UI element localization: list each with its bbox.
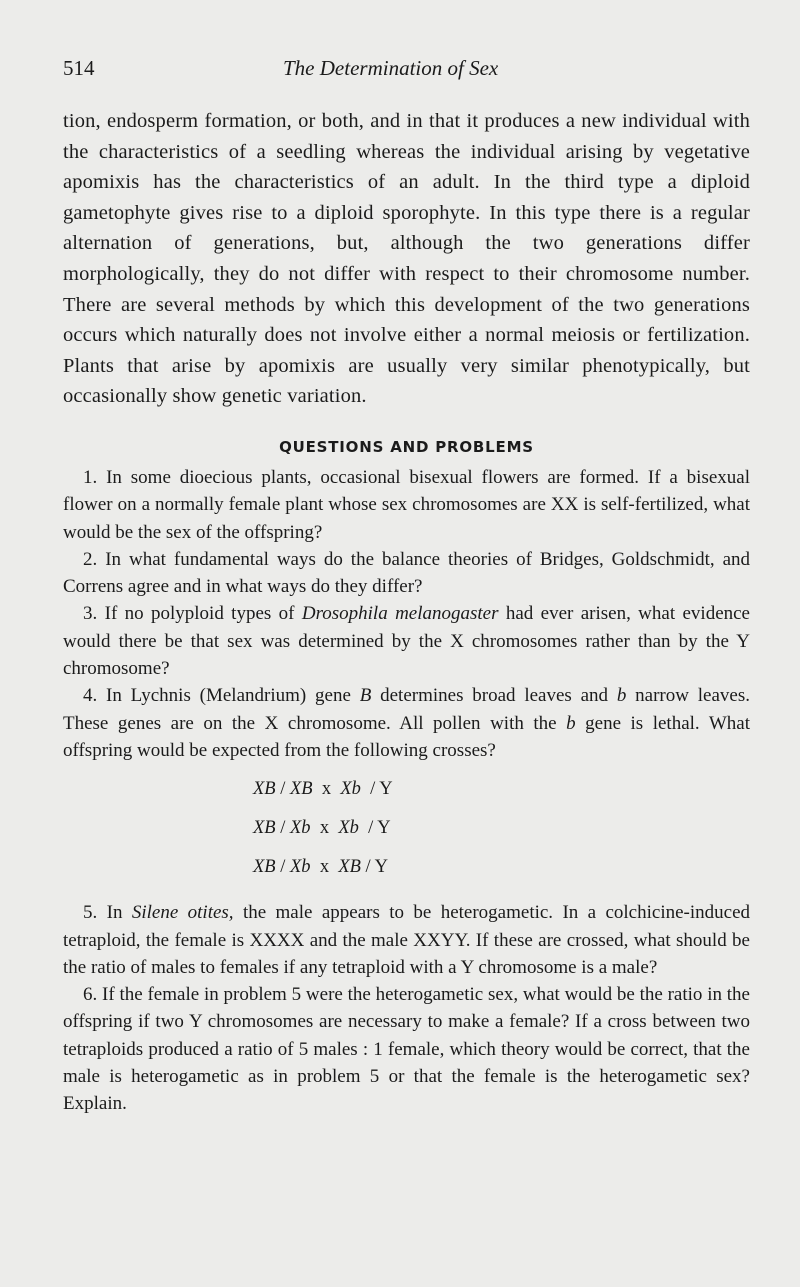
female-allele-1: XB — [253, 818, 276, 839]
gene-symbol-B: B — [359, 685, 372, 707]
question-3-text-start: 3. If no polyploid types of — [83, 603, 302, 625]
cross-line: XB / Xb x Xb / Y — [253, 818, 391, 839]
genetic-crosses — [253, 774, 750, 891]
question-4-text-part2: determines broad leaves and — [371, 685, 617, 707]
question-5 — [63, 899, 750, 981]
question-3-text-end: had ever arisen, what evidence would there be that sex was determined by the X chromosomes rather than by the Y chromosome? — [63, 603, 750, 680]
male-allele: XB — [338, 857, 361, 878]
cross-line: XB / Xb x XB / Y — [253, 857, 389, 878]
male-allele: Xb — [338, 818, 359, 839]
question-4-text-part1: 4. In Lychnis (Melandrium) gene — [83, 685, 360, 707]
question-4-text-part4: gene is lethal. What offspring would be expected from the following crosses? — [63, 712, 750, 761]
female-allele-2: Xb — [290, 857, 311, 878]
page-number: 514 — [63, 56, 95, 80]
question-4-text-part3: narrow leaves. These genes are on the X chromosome. All pollen with the — [63, 685, 750, 734]
species-name-drosophila: Drosophila melanogaster — [301, 603, 499, 625]
male-y: Y — [377, 818, 391, 839]
question-2: 2. In what fundamental ways do the balance theories of Bridges, Goldschmidt, and Correns agree and in what ways do they differ? — [63, 548, 750, 598]
male-allele: Xb — [340, 779, 361, 800]
page-header — [63, 56, 750, 86]
female-allele-1: XB — [253, 857, 276, 878]
question-5-text-start: 5. In — [83, 902, 132, 924]
running-title: The Determination of Sex — [283, 56, 499, 80]
female-allele-2: Xb — [290, 818, 311, 839]
question-5-text-end: the male appears to be heterogametic. In a colchicine-induced tetraploid, the female is XXXX and the male XXYY. If these are crossed, what should be the ratio of males to females if any tetraploid with a Y chromosome is a male? — [63, 902, 750, 978]
gene-symbol-b: b — [616, 685, 627, 707]
question-1: 1. In some dioecious plants, occasional bisexual flowers are formed. If a bisexual flower on a normally female plant whose sex chromosomes are XX is self-fertilized, what would be the sex of the offspring? — [63, 466, 750, 543]
male-y: Y — [379, 779, 393, 800]
male-y: Y — [374, 857, 389, 878]
species-name-silene: Silene otites, — [131, 902, 234, 924]
question-3 — [63, 600, 750, 682]
question-4 — [63, 682, 750, 764]
cross-line: XB / XB x Xb / Y — [253, 779, 393, 800]
female-allele-2: XB — [290, 779, 313, 800]
female-allele-1: XB — [253, 779, 276, 800]
gene-symbol-b: b — [566, 712, 576, 734]
body-paragraph: tion, endosperm formation, or both, and in that it produces a new individual with the characteristics of a seedling whereas the individual arising by vegetative apomixis has the characteristics of an adult. In the third type a diploid gametophyte gives rise to a diploid sporophyte. In this type there is a regular alternation of generations, but, although the two generations differ morphologically, they do not differ with respect to their chromosome number. There are several methods by which this development of the two generations occurs which naturally does not involve either a normal meiosis or fertilization. Plants that arise by apomixis are usually very similar phenotypically, but occasionally show genetic variation. — [63, 110, 750, 408]
question-6: 6. If the female in problem 5 were the heterogametic sex, what would be the ratio in the offspring if two Y chromosomes are necessary to make a female? If a cross between two tetraploids produced a ratio of 5 males : 1 female, which theory would be correct, that the male is heterogametic as in problem 5 or that the female is the heterogametic sex? Explain. — [63, 984, 750, 1115]
section-heading: QUESTIONS AND PROBLEMS — [279, 437, 534, 456]
